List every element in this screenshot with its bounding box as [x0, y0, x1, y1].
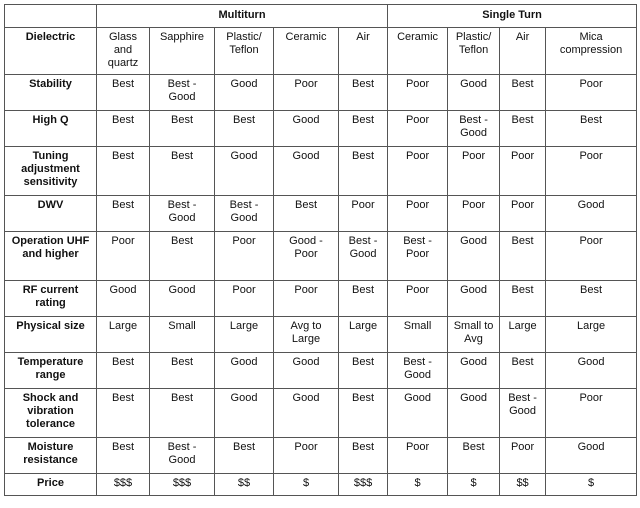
table-cell: Best [339, 353, 388, 389]
column-header: Ceramic [274, 28, 339, 75]
table-cell: Poor [388, 196, 448, 232]
table-cell: Good [448, 232, 500, 281]
table-cell: Good [215, 75, 274, 111]
table-cell: Good [274, 389, 339, 438]
table-cell: Poor [215, 232, 274, 281]
table-cell: Good [150, 281, 215, 317]
table-cell: Poor [500, 438, 546, 474]
column-header: Air [339, 28, 388, 75]
column-header: Plastic/ Teflon [448, 28, 500, 75]
table-row [5, 75, 637, 111]
column-header-row [5, 28, 637, 75]
table-row [5, 389, 637, 438]
table-cell: Good [215, 353, 274, 389]
table-cell: Best [97, 111, 150, 147]
table-cell: Poor [274, 438, 339, 474]
table-row [5, 317, 637, 353]
table-cell: $ [546, 474, 637, 496]
table-row [5, 353, 637, 389]
table-cell: Good [448, 281, 500, 317]
table-cell: Best [339, 438, 388, 474]
table-cell: Best - Good [150, 75, 215, 111]
table-cell: Good [546, 353, 637, 389]
column-header-dielectric: Dielectric [5, 28, 97, 75]
table-cell: $$$ [97, 474, 150, 496]
table-row [5, 147, 637, 196]
table-cell: Best - Good [448, 111, 500, 147]
table-row [5, 438, 637, 474]
table-cell: Best [97, 353, 150, 389]
table-cell: Best [500, 353, 546, 389]
table-cell: $$ [215, 474, 274, 496]
table-cell: Best [500, 111, 546, 147]
table-cell: Avg to Large [274, 317, 339, 353]
table-cell: Best [339, 281, 388, 317]
column-header: Glass and quartz [97, 28, 150, 75]
table-cell: Best [215, 111, 274, 147]
table-cell: Best [339, 75, 388, 111]
table-cell: Large [546, 317, 637, 353]
table-cell: Poor [215, 281, 274, 317]
table-cell: Poor [448, 147, 500, 196]
table-cell: Poor [97, 232, 150, 281]
table-cell: Large [97, 317, 150, 353]
table-cell: Good [215, 389, 274, 438]
table-cell: Best [150, 147, 215, 196]
table-cell: Good - Poor [274, 232, 339, 281]
table-cell: Best [97, 75, 150, 111]
table-cell: Best - Good [339, 232, 388, 281]
row-label: High Q [5, 111, 97, 147]
table-cell: Poor [546, 232, 637, 281]
table-cell: Best [448, 438, 500, 474]
row-label: Shock and vibration tolerance [5, 389, 97, 438]
table-cell: Good [546, 438, 637, 474]
table-cell: Best [150, 111, 215, 147]
table-cell: Poor [388, 111, 448, 147]
table-cell: Best [546, 111, 637, 147]
table-cell: Best - Good [150, 438, 215, 474]
table-cell: Best - Good [388, 353, 448, 389]
table-cell: Poor [546, 389, 637, 438]
table-cell: $ [274, 474, 339, 496]
table-cell: Best [339, 389, 388, 438]
table-row [5, 111, 637, 147]
column-header: Mica compression [546, 28, 637, 75]
table-cell: Best [97, 196, 150, 232]
table-cell: Poor [388, 281, 448, 317]
table-cell: Poor [388, 75, 448, 111]
table-cell: Best [339, 111, 388, 147]
table-cell: Poor [546, 75, 637, 111]
row-label: Temperature range [5, 353, 97, 389]
table-cell: Best [150, 353, 215, 389]
table-cell: Good [546, 196, 637, 232]
table-cell: Good [448, 389, 500, 438]
table-cell: Good [274, 147, 339, 196]
table-row [5, 281, 637, 317]
table-cell: Good [388, 389, 448, 438]
table-cell: Best [339, 147, 388, 196]
group-header-multiturn: Multiturn [97, 5, 388, 28]
table-cell: Poor [546, 147, 637, 196]
column-header: Sapphire [150, 28, 215, 75]
table-cell: Small [388, 317, 448, 353]
table-cell: $$ [500, 474, 546, 496]
row-label: Tuning adjustment sensitivity [5, 147, 97, 196]
table-cell: Good [97, 281, 150, 317]
group-header-row [5, 5, 637, 28]
table-cell: Good [448, 75, 500, 111]
table-cell: Best [274, 196, 339, 232]
column-header: Air [500, 28, 546, 75]
table-cell: Best [150, 389, 215, 438]
table-row [5, 232, 637, 281]
row-label: Stability [5, 75, 97, 111]
row-label: DWV [5, 196, 97, 232]
table-cell: $ [448, 474, 500, 496]
table-cell: Poor [500, 196, 546, 232]
table-cell: Good [274, 111, 339, 147]
table-cell: Best [215, 438, 274, 474]
table-cell: Best [500, 232, 546, 281]
table-cell: Good [448, 353, 500, 389]
table-cell: Poor [500, 147, 546, 196]
corner-cell [5, 5, 97, 28]
table-cell: Best [97, 438, 150, 474]
table-cell: Best - Good [150, 196, 215, 232]
table-cell: Best - Good [215, 196, 274, 232]
column-header: Ceramic [388, 28, 448, 75]
table-cell: Small [150, 317, 215, 353]
table-cell: Best [97, 389, 150, 438]
table-cell: Large [339, 317, 388, 353]
table-cell: Large [215, 317, 274, 353]
table-cell: Best - Good [500, 389, 546, 438]
table-cell: Best [150, 232, 215, 281]
row-label: Moisture resistance [5, 438, 97, 474]
table-cell: Poor [339, 196, 388, 232]
table-cell: Good [274, 353, 339, 389]
table-cell: Best [500, 281, 546, 317]
table-cell: $ [388, 474, 448, 496]
column-header: Plastic/ Teflon [215, 28, 274, 75]
table-cell: Best [546, 281, 637, 317]
row-label: Physical size [5, 317, 97, 353]
row-label: Price [5, 474, 97, 496]
table-cell: Poor [448, 196, 500, 232]
table-cell: Poor [388, 147, 448, 196]
table-cell: Best [500, 75, 546, 111]
table-cell: Poor [388, 438, 448, 474]
group-header-single-turn: Single Turn [388, 5, 637, 28]
table-cell: Poor [274, 75, 339, 111]
row-label: Operation UHF and higher [5, 232, 97, 281]
table-cell: Large [500, 317, 546, 353]
table-row [5, 474, 637, 496]
table-cell: Best - Poor [388, 232, 448, 281]
table-cell: Good [215, 147, 274, 196]
table-row [5, 196, 637, 232]
table-cell: $$$ [150, 474, 215, 496]
table-cell: $$$ [339, 474, 388, 496]
dielectric-comparison-table [4, 4, 637, 496]
table-cell: Best [97, 147, 150, 196]
table-cell: Small to Avg [448, 317, 500, 353]
table-cell: Poor [274, 281, 339, 317]
row-label: RF current rating [5, 281, 97, 317]
